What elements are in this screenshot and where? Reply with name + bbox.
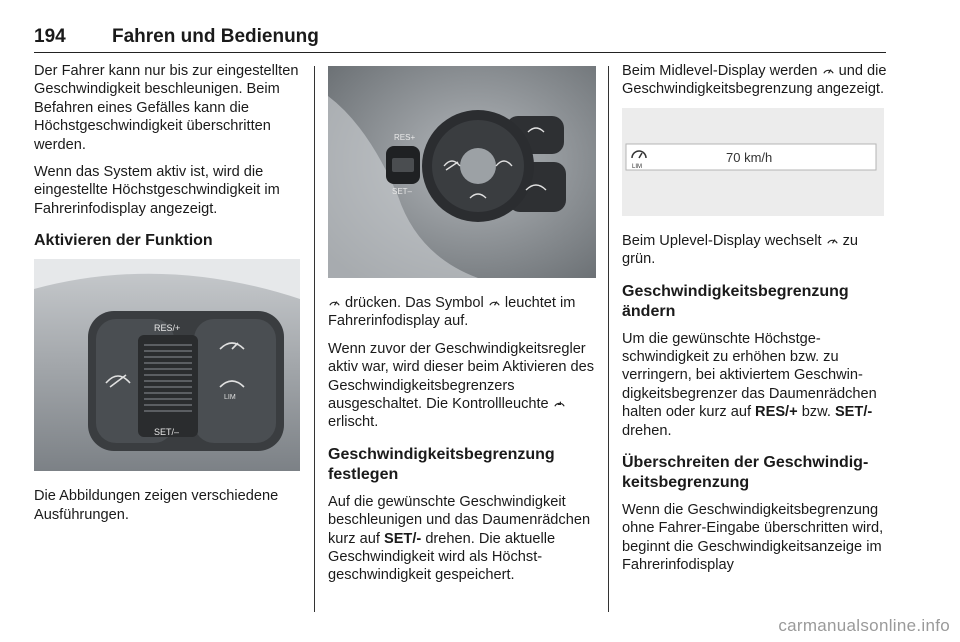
figure-caption: Die Abbildungen zeigen verschiedene Ausführungen.: [34, 488, 279, 523]
paragraph: Auf die gewünschte Geschwindigkeit beschleunigen und das Daumenrädchen kurz auf SET/- drehen. Die aktuelle Geschwindigkeit wird als Höchstgeschwindigkeit gespeichert.: [328, 493, 591, 584]
speed-limiter-icon: [328, 296, 341, 309]
paragraph: Beim Midlevel-Display werden und die Geschwindigkeitsbegrenzung angezeigt.: [622, 63, 887, 98]
column-divider: [608, 66, 609, 612]
chapter-title: Fahren und Bedienung: [112, 26, 319, 47]
section-heading: Aktivieren der Funktion: [34, 232, 213, 250]
column-2: [328, 62, 596, 594]
display-lim-label: LIM: [632, 163, 643, 170]
display-speed-value: 70 km/h: [726, 149, 773, 165]
paragraph: Wenn das System aktiv ist, wird die eingestellte Höchstgeschwindigkeit im Fahrerinfodisplay angezeigt.: [34, 164, 280, 217]
page-header: [34, 26, 886, 53]
watermark: carmanualsonline.info: [778, 616, 950, 635]
section-heading: Geschwindigkeitsbegrenzung festlegen: [328, 445, 555, 483]
section-heading: Überschreiten der Geschwindigkeitsbegrenzung: [622, 454, 869, 492]
steering-wheel-controls-image-alt: [328, 66, 596, 278]
res-plus-label: RES/+: [154, 323, 181, 334]
paragraph: Wenn die Geschwindigkeitsbegrenzung ohne Fahrer-Eingabe überschritten wird, beginnt die Geschwindigkeitsanzeige im Fahrerinfodisplay: [622, 502, 884, 574]
column-3: [622, 62, 888, 584]
set-minus-label: SET–: [392, 187, 413, 196]
lim-label: LIM: [224, 394, 236, 402]
speed-limiter-icon: [822, 64, 835, 77]
section-heading: Geschwindigkeitsbegrenzung ändern: [622, 282, 849, 320]
page-number: 194: [34, 26, 66, 47]
midlevel-display-image: [622, 108, 884, 216]
cruise-control-icon: [553, 397, 566, 410]
speed-limiter-icon: [826, 234, 839, 247]
paragraph: drücken. Das Symbol leuchtet im Fahrerinfodisplay auf.: [328, 295, 576, 330]
paragraph: Beim Uplevel-Display wechselt zu grün.: [622, 232, 859, 268]
paragraph: Der Fahrer kann nur bis zur eingestellten Geschwindigkeit beschleunigen. Beim Befahren eines Gefälles kann die Höchstgeschwindigkeit überschritten werden.: [34, 63, 299, 153]
paragraph: Um die gewünschte Höchstgeschwindigkeit zu erhöhen bzw. zu verringern, bei aktiviertem Geschwindigkeitsbegrenzer das Daumenrädchen halten oder kurz auf RES/+ bzw. SET/- drehen.: [622, 330, 877, 439]
speed-limiter-icon: [488, 296, 501, 309]
set-minus-label: SET/–: [154, 427, 180, 438]
res-plus-label: RES+: [394, 133, 416, 142]
column-divider: [314, 66, 315, 612]
steering-wheel-controls-image: [34, 259, 300, 471]
column-1: [34, 62, 302, 533]
paragraph: Wenn zuvor der Geschwindigkeitsregler aktiv war, wird dieser beim Aktivieren des Geschwindigkeitsbegrenzers ausgeschaltet. Die Kontrollleuchte erlischt.: [328, 340, 595, 431]
